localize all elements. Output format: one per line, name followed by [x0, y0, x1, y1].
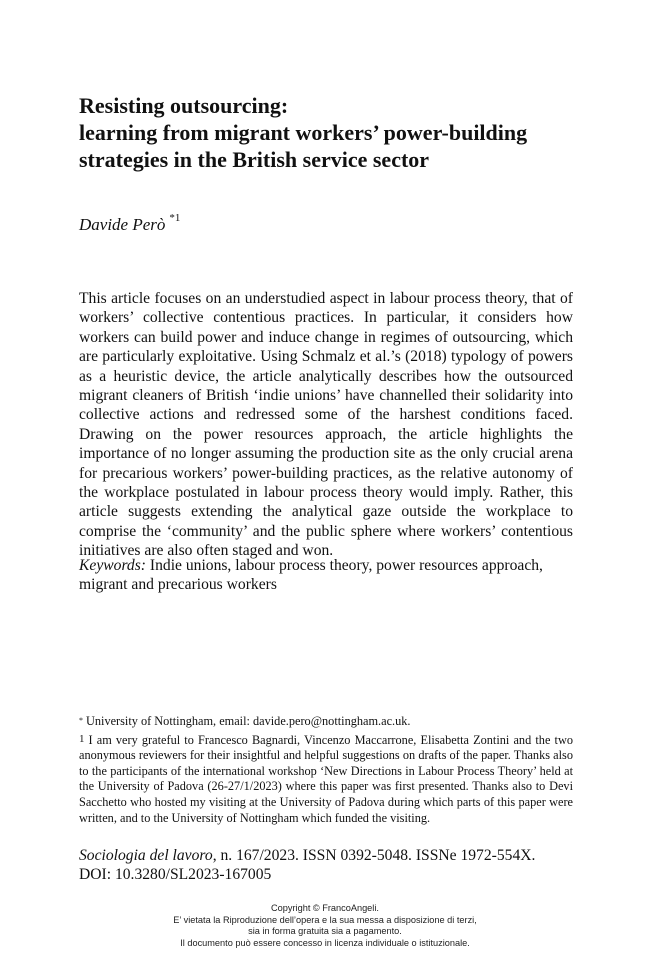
author-name: Davide Però — [79, 215, 166, 234]
copyright-line: sia in forma gratuita sia a pagamento. — [248, 926, 402, 937]
keywords-text: Indie unions, labour process theory, power resources approach, migrant and precarious workers — [79, 557, 543, 594]
footnote-mark: 1 — [79, 732, 85, 745]
footnote-affiliation — [79, 714, 573, 730]
author-footnote-marks: *1 — [169, 212, 181, 224]
doi: DOI: 10.3280/SL2023-167005 — [79, 866, 272, 884]
author-line — [79, 212, 181, 235]
title-line: strategies in the British service sector — [79, 147, 430, 172]
title-line: Resisting outsourcing: — [79, 93, 289, 118]
footnote-acknowledgement — [79, 733, 573, 827]
footnotes — [79, 714, 573, 826]
keywords — [79, 556, 573, 595]
citation-details: , n. 167/2023. ISSN 0392-5048. ISSNe 1972-554X. — [212, 847, 536, 864]
copyright-line: Il documento può essere concesso in licenza individuale o istituzionale. — [180, 937, 470, 948]
citation — [79, 846, 573, 885]
footnote-affiliation-text: University of Nottingham, email: davide.pero@nottingham.ac.uk. — [86, 714, 411, 728]
abstract: This article focuses on an understudied aspect in labour process theory, that of workers’ collective contentious practices. In particular, it considers how workers can build power and induce change in regimes of outsourcing, which are particularly exploitative. Using Schmalz et al.’s (2018) typology of powers as a heuristic device, the article analytically describes how the outsourced migrant cleaners of British ‘indie unions’ have channelled their solidarity into collective actions and redressed some of the harshest conditions faced. Drawing on the power resources approach, the article highlights the importance of no longer assuming the production site as the only crucial arena for precarious workers’ power-building practices, as the relative autonomy of the workplace postulated in labour process theory would imply. Rather, this article suggests extending the analytical gaze outside the workplace to comprise the ‘community’ and the public sphere where workers’ contentious initiatives are also often staged and won. — [79, 290, 573, 560]
copyright-line: Copyright © FrancoAngeli. — [271, 903, 379, 913]
copyright-line: E’ vietata la Riproduzione dell’opera e la sua messa a disposizione di terzi, — [173, 914, 477, 925]
keywords-label: Keywords: — [79, 557, 146, 574]
footnote-mark: * — [79, 716, 83, 725]
article-title — [79, 92, 579, 173]
footnote-acknowledgement-text: I am very grateful to Francesco Bagnardi, Vincenzo Maccarrone, Elisabetta Zontini and the two anonymous reviewers for their insightful and helpful suggestions on drafts of the paper. Thanks also to the participants of the international workshop ‘New Directions in Labour Process Theory’ held at the University of Padova (26-27/1/2023) where this paper was first presented. Thanks also to Devi Sacchetto who hosted my visiting at the University of Padova during which parts of this paper were written, and to the University of Nottingham which funded the visiting. — [79, 732, 573, 825]
journal-name: Sociologia del lavoro — [79, 847, 213, 864]
copyright-notice — [0, 903, 650, 949]
title-line: learning from migrant workers’ power-building — [79, 120, 528, 145]
